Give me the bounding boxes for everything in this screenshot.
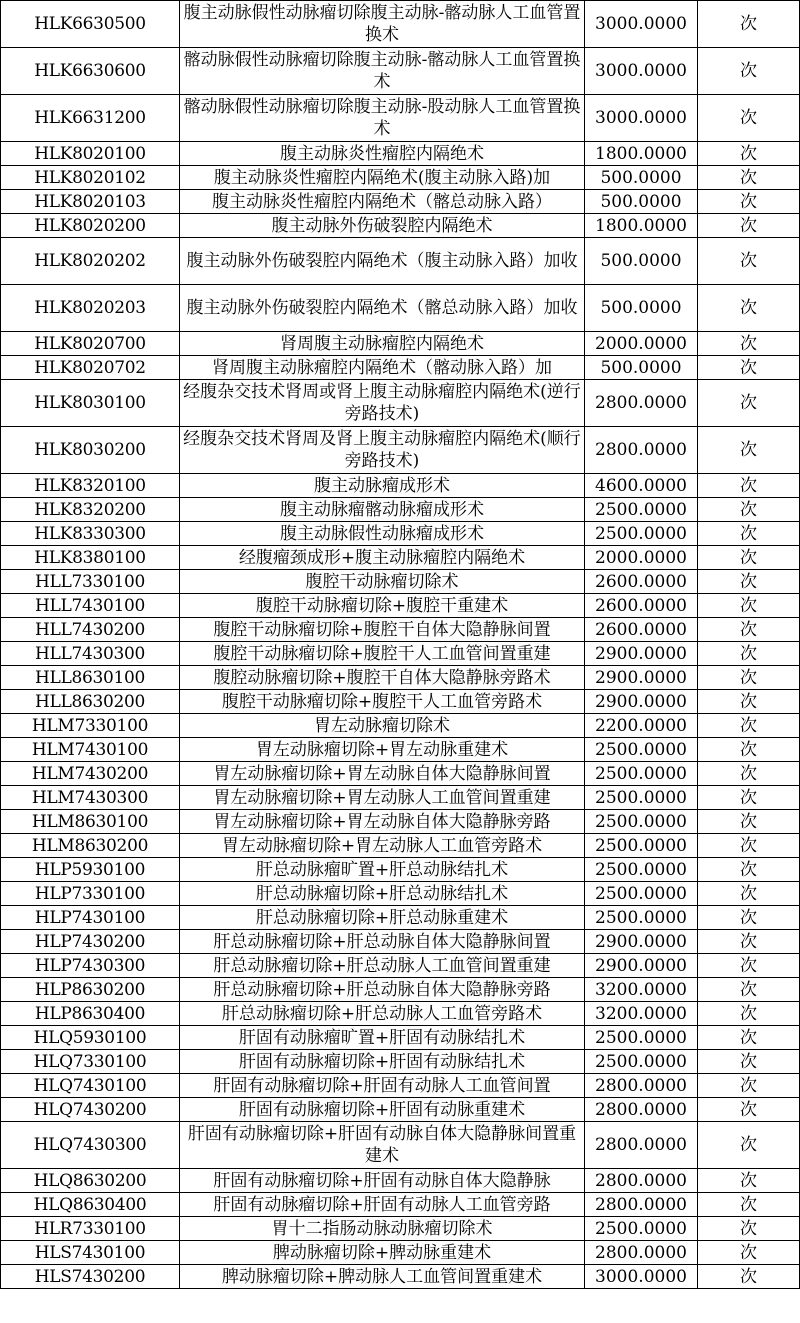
item-code-cell: HLK8020202 <box>1 238 180 285</box>
item-unit-cell: 次 <box>698 498 800 522</box>
item-price-cell: 2800.0000 <box>585 1122 698 1169</box>
table-row <box>1 954 800 978</box>
table-row <box>1 190 800 214</box>
table-row <box>1 570 800 594</box>
table-row <box>1 1 800 48</box>
item-name-cell: 腹腔干动脉瘤切除+腹腔干重建术 <box>180 594 585 618</box>
item-code-cell: HLQ7430300 <box>1 1122 180 1169</box>
item-code-cell: HLQ7430100 <box>1 1074 180 1098</box>
item-name-cell: 腹主动脉瘤成形术 <box>180 474 585 498</box>
item-unit-cell: 次 <box>698 954 800 978</box>
item-unit-cell: 次 <box>698 1050 800 1074</box>
item-price-cell: 500.0000 <box>585 285 698 332</box>
item-unit-cell: 次 <box>698 332 800 356</box>
item-price-cell: 2500.0000 <box>585 522 698 546</box>
item-price-cell: 2800.0000 <box>585 1241 698 1265</box>
item-unit-cell: 次 <box>698 594 800 618</box>
item-code-cell: HLP5930100 <box>1 858 180 882</box>
item-code-cell: HLM7430300 <box>1 786 180 810</box>
item-unit-cell: 次 <box>698 95 800 142</box>
item-price-cell: 2500.0000 <box>585 858 698 882</box>
table-row <box>1 738 800 762</box>
item-unit-cell: 次 <box>698 1217 800 1241</box>
table-row <box>1 978 800 1002</box>
table-row <box>1 380 800 427</box>
table-row <box>1 1122 800 1169</box>
item-price-cell: 2500.0000 <box>585 906 698 930</box>
item-name-cell: 胃左动脉瘤切除+胃左动脉自体大隐静脉旁路 <box>180 810 585 834</box>
item-price-cell: 2000.0000 <box>585 546 698 570</box>
item-unit-cell: 次 <box>698 978 800 1002</box>
item-code-cell: HLK6630500 <box>1 1 180 48</box>
table-row <box>1 930 800 954</box>
table-row <box>1 618 800 642</box>
item-code-cell: HLL7330100 <box>1 570 180 594</box>
item-price-cell: 3200.0000 <box>585 1002 698 1026</box>
table-row <box>1 1026 800 1050</box>
item-unit-cell: 次 <box>698 214 800 238</box>
item-price-cell: 3000.0000 <box>585 1 698 48</box>
item-price-cell: 2800.0000 <box>585 427 698 474</box>
item-name-cell: 胃十二指肠动脉动脉瘤切除术 <box>180 1217 585 1241</box>
item-name-cell: 肝总动脉瘤切除+肝总动脉人工血管旁路术 <box>180 1002 585 1026</box>
item-unit-cell: 次 <box>698 1122 800 1169</box>
item-name-cell: 腹主动脉炎性瘤腔内隔绝术（髂总动脉入路） <box>180 190 585 214</box>
item-price-cell: 2600.0000 <box>585 570 698 594</box>
item-unit-cell: 次 <box>698 930 800 954</box>
table-row <box>1 95 800 142</box>
item-price-cell: 1800.0000 <box>585 142 698 166</box>
item-code-cell: HLP7430300 <box>1 954 180 978</box>
item-name-cell: 腹主动脉假性动脉瘤成形术 <box>180 522 585 546</box>
item-unit-cell: 次 <box>698 474 800 498</box>
item-code-cell: HLK8380100 <box>1 546 180 570</box>
item-price-cell: 2500.0000 <box>585 834 698 858</box>
item-code-cell: HLK8020700 <box>1 332 180 356</box>
item-code-cell: HLK6631200 <box>1 95 180 142</box>
item-unit-cell: 次 <box>698 1002 800 1026</box>
item-code-cell: HLQ8630400 <box>1 1193 180 1217</box>
item-code-cell: HLL7430300 <box>1 642 180 666</box>
item-unit-cell: 次 <box>698 714 800 738</box>
table-row <box>1 332 800 356</box>
table-row <box>1 642 800 666</box>
table-row <box>1 858 800 882</box>
item-name-cell: 经腹瘤颈成形+腹主动脉瘤腔内隔绝术 <box>180 546 585 570</box>
item-name-cell: 肝固有动脉瘤切除+肝固有动脉人工血管旁路 <box>180 1193 585 1217</box>
table-row <box>1 214 800 238</box>
fee-table-body <box>1 1 800 1289</box>
item-code-cell: HLK8330300 <box>1 522 180 546</box>
item-unit-cell: 次 <box>698 618 800 642</box>
item-name-cell: 胃左动脉瘤切除+胃左动脉重建术 <box>180 738 585 762</box>
item-price-cell: 2800.0000 <box>585 1074 698 1098</box>
item-unit-cell: 次 <box>698 1241 800 1265</box>
item-price-cell: 500.0000 <box>585 166 698 190</box>
item-name-cell: 肝固有动脉瘤切除+肝固有动脉自体大隐静脉间置重建术 <box>180 1122 585 1169</box>
item-unit-cell: 次 <box>698 238 800 285</box>
item-code-cell: HLK8320100 <box>1 474 180 498</box>
item-name-cell: 腹主动脉炎性瘤腔内隔绝术 <box>180 142 585 166</box>
table-row <box>1 546 800 570</box>
item-code-cell: HLP7430100 <box>1 906 180 930</box>
table-row <box>1 690 800 714</box>
item-unit-cell: 次 <box>698 738 800 762</box>
item-code-cell: HLM7330100 <box>1 714 180 738</box>
table-row <box>1 1217 800 1241</box>
item-code-cell: HLL7430200 <box>1 618 180 642</box>
item-name-cell: 经腹杂交技术肾周或肾上腹主动脉瘤腔内隔绝术(逆行旁路技术) <box>180 380 585 427</box>
item-name-cell: 经腹杂交技术肾周及肾上腹主动脉瘤腔内隔绝术(顺行旁路技术) <box>180 427 585 474</box>
item-code-cell: HLK8020200 <box>1 214 180 238</box>
item-price-cell: 2800.0000 <box>585 1098 698 1122</box>
item-code-cell: HLK8030200 <box>1 427 180 474</box>
item-unit-cell: 次 <box>698 858 800 882</box>
table-row <box>1 906 800 930</box>
item-name-cell: 肝总动脉瘤旷置+肝总动脉结扎术 <box>180 858 585 882</box>
item-unit-cell: 次 <box>698 546 800 570</box>
item-name-cell: 肾周腹主动脉瘤腔内隔绝术 <box>180 332 585 356</box>
item-price-cell: 3000.0000 <box>585 95 698 142</box>
item-unit-cell: 次 <box>698 285 800 332</box>
item-name-cell: 肾周腹主动脉瘤腔内隔绝术（髂动脉入路）加 <box>180 356 585 380</box>
item-code-cell: HLP8630400 <box>1 1002 180 1026</box>
table-row <box>1 522 800 546</box>
table-row <box>1 166 800 190</box>
item-code-cell: HLK8030100 <box>1 380 180 427</box>
item-code-cell: HLP7430200 <box>1 930 180 954</box>
item-price-cell: 2500.0000 <box>585 738 698 762</box>
item-name-cell: 胃左动脉瘤切除术 <box>180 714 585 738</box>
item-price-cell: 2900.0000 <box>585 930 698 954</box>
item-price-cell: 2900.0000 <box>585 690 698 714</box>
item-price-cell: 2600.0000 <box>585 594 698 618</box>
item-code-cell: HLP7330100 <box>1 882 180 906</box>
table-row <box>1 834 800 858</box>
item-code-cell: HLK8320200 <box>1 498 180 522</box>
item-code-cell: HLS7430200 <box>1 1265 180 1289</box>
item-unit-cell: 次 <box>698 356 800 380</box>
item-unit-cell: 次 <box>698 427 800 474</box>
item-unit-cell: 次 <box>698 1098 800 1122</box>
table-row <box>1 1074 800 1098</box>
item-code-cell: HLK6630600 <box>1 48 180 95</box>
table-row <box>1 594 800 618</box>
table-row <box>1 882 800 906</box>
item-code-cell: HLP8630200 <box>1 978 180 1002</box>
item-code-cell: HLK8020702 <box>1 356 180 380</box>
item-price-cell: 500.0000 <box>585 356 698 380</box>
item-unit-cell: 次 <box>698 48 800 95</box>
item-unit-cell: 次 <box>698 142 800 166</box>
item-name-cell: 肝总动脉瘤切除+肝总动脉结扎术 <box>180 882 585 906</box>
item-unit-cell: 次 <box>698 522 800 546</box>
item-unit-cell: 次 <box>698 882 800 906</box>
item-name-cell: 腹主动脉瘤髂动脉瘤成形术 <box>180 498 585 522</box>
item-unit-cell: 次 <box>698 570 800 594</box>
table-row <box>1 810 800 834</box>
item-unit-cell: 次 <box>698 166 800 190</box>
item-name-cell: 腹主动脉外伤破裂腔内隔绝术 <box>180 214 585 238</box>
item-name-cell: 肝固有动脉瘤切除+肝固有动脉结扎术 <box>180 1050 585 1074</box>
item-price-cell: 4600.0000 <box>585 474 698 498</box>
table-row <box>1 356 800 380</box>
item-price-cell: 2200.0000 <box>585 714 698 738</box>
item-code-cell: HLQ8630200 <box>1 1169 180 1193</box>
table-row <box>1 1265 800 1289</box>
item-name-cell: 髂动脉假性动脉瘤切除腹主动脉-髂动脉人工血管置换术 <box>180 48 585 95</box>
item-code-cell: HLS7430100 <box>1 1241 180 1265</box>
item-code-cell: HLQ7430200 <box>1 1098 180 1122</box>
item-name-cell: 腹主动脉炎性瘤腔内隔绝术(腹主动脉入路)加 <box>180 166 585 190</box>
table-row <box>1 1169 800 1193</box>
table-row <box>1 1050 800 1074</box>
table-row <box>1 142 800 166</box>
item-name-cell: 腹主动脉外伤破裂腔内隔绝术（髂总动脉入路）加收 <box>180 285 585 332</box>
table-row <box>1 1193 800 1217</box>
item-code-cell: HLK8020103 <box>1 190 180 214</box>
item-code-cell: HLM7430200 <box>1 762 180 786</box>
item-unit-cell: 次 <box>698 1074 800 1098</box>
item-unit-cell: 次 <box>698 1 800 48</box>
item-name-cell: 肝固有动脉瘤切除+肝固有动脉自体大隐静脉 <box>180 1169 585 1193</box>
item-unit-cell: 次 <box>698 834 800 858</box>
item-unit-cell: 次 <box>698 1169 800 1193</box>
item-code-cell: HLR7330100 <box>1 1217 180 1241</box>
item-price-cell: 1800.0000 <box>585 214 698 238</box>
item-code-cell: HLQ7330100 <box>1 1050 180 1074</box>
item-price-cell: 3000.0000 <box>585 48 698 95</box>
item-name-cell: 胃左动脉瘤切除+胃左动脉人工血管间置重建 <box>180 786 585 810</box>
item-price-cell: 2800.0000 <box>585 1169 698 1193</box>
table-row <box>1 714 800 738</box>
table-row <box>1 1098 800 1122</box>
item-unit-cell: 次 <box>698 380 800 427</box>
item-unit-cell: 次 <box>698 642 800 666</box>
item-price-cell: 2900.0000 <box>585 954 698 978</box>
item-unit-cell: 次 <box>698 666 800 690</box>
item-name-cell: 腹腔动脉瘤切除+腹腔干自体大隐静脉旁路术 <box>180 666 585 690</box>
item-price-cell: 2500.0000 <box>585 786 698 810</box>
item-price-cell: 3000.0000 <box>585 1265 698 1289</box>
table-row <box>1 1002 800 1026</box>
item-unit-cell: 次 <box>698 762 800 786</box>
item-name-cell: 肝总动脉瘤切除+肝总动脉自体大隐静脉间置 <box>180 930 585 954</box>
item-name-cell: 腹腔干动脉瘤切除+腹腔干人工血管间置重建 <box>180 642 585 666</box>
item-name-cell: 胃左动脉瘤切除+胃左动脉自体大隐静脉间置 <box>180 762 585 786</box>
item-name-cell: 肝总动脉瘤切除+肝总动脉人工血管间置重建 <box>180 954 585 978</box>
table-row <box>1 1241 800 1265</box>
table-row <box>1 427 800 474</box>
item-code-cell: HLK8020100 <box>1 142 180 166</box>
item-code-cell: HLK8020203 <box>1 285 180 332</box>
item-price-cell: 2600.0000 <box>585 618 698 642</box>
item-price-cell: 2500.0000 <box>585 810 698 834</box>
item-price-cell: 2500.0000 <box>585 882 698 906</box>
item-name-cell: 脾动脉瘤切除+脾动脉重建术 <box>180 1241 585 1265</box>
item-code-cell: HLL8630100 <box>1 666 180 690</box>
item-name-cell: 腹腔干动脉瘤切除+腹腔干人工血管旁路术 <box>180 690 585 714</box>
item-name-cell: 髂动脉假性动脉瘤切除腹主动脉-股动脉人工血管置换术 <box>180 95 585 142</box>
table-row <box>1 285 800 332</box>
item-price-cell: 2000.0000 <box>585 332 698 356</box>
item-unit-cell: 次 <box>698 190 800 214</box>
item-unit-cell: 次 <box>698 690 800 714</box>
item-code-cell: HLL7430100 <box>1 594 180 618</box>
item-code-cell: HLL8630200 <box>1 690 180 714</box>
item-name-cell: 肝总动脉瘤切除+肝总动脉自体大隐静脉旁路 <box>180 978 585 1002</box>
table-row <box>1 474 800 498</box>
item-unit-cell: 次 <box>698 810 800 834</box>
item-unit-cell: 次 <box>698 906 800 930</box>
item-name-cell: 肝固有动脉瘤切除+肝固有动脉人工血管间置 <box>180 1074 585 1098</box>
table-row <box>1 786 800 810</box>
item-price-cell: 2500.0000 <box>585 1050 698 1074</box>
item-unit-cell: 次 <box>698 786 800 810</box>
item-name-cell: 肝总动脉瘤切除+肝总动脉重建术 <box>180 906 585 930</box>
table-row <box>1 48 800 95</box>
item-price-cell: 2900.0000 <box>585 666 698 690</box>
item-price-cell: 2500.0000 <box>585 1217 698 1241</box>
item-unit-cell: 次 <box>698 1193 800 1217</box>
item-code-cell: HLK8020102 <box>1 166 180 190</box>
item-code-cell: HLM8630100 <box>1 810 180 834</box>
item-price-cell: 2800.0000 <box>585 1193 698 1217</box>
item-name-cell: 胃左动脉瘤切除+胃左动脉人工血管旁路术 <box>180 834 585 858</box>
item-unit-cell: 次 <box>698 1265 800 1289</box>
item-code-cell: HLQ5930100 <box>1 1026 180 1050</box>
item-name-cell: 腹主动脉外伤破裂腔内隔绝术（腹主动脉入路）加收 <box>180 238 585 285</box>
item-price-cell: 3200.0000 <box>585 978 698 1002</box>
item-price-cell: 2500.0000 <box>585 1026 698 1050</box>
item-name-cell: 肝固有动脉瘤切除+肝固有动脉重建术 <box>180 1098 585 1122</box>
item-name-cell: 腹腔干动脉瘤切除+腹腔干自体大隐静脉间置 <box>180 618 585 642</box>
item-unit-cell: 次 <box>698 1026 800 1050</box>
table-row <box>1 498 800 522</box>
item-name-cell: 腹主动脉假性动脉瘤切除腹主动脉-髂动脉人工血管置换术 <box>180 1 585 48</box>
item-price-cell: 2500.0000 <box>585 762 698 786</box>
item-name-cell: 肝固有动脉瘤旷置+肝固有动脉结扎术 <box>180 1026 585 1050</box>
item-price-cell: 500.0000 <box>585 190 698 214</box>
item-price-cell: 2800.0000 <box>585 380 698 427</box>
item-price-cell: 500.0000 <box>585 238 698 285</box>
table-row <box>1 762 800 786</box>
table-row <box>1 238 800 285</box>
item-name-cell: 脾动脉瘤切除+脾动脉人工血管间置重建术 <box>180 1265 585 1289</box>
item-price-cell: 2500.0000 <box>585 498 698 522</box>
item-price-cell: 2900.0000 <box>585 642 698 666</box>
item-name-cell: 腹腔干动脉瘤切除术 <box>180 570 585 594</box>
item-code-cell: HLM7430100 <box>1 738 180 762</box>
item-code-cell: HLM8630200 <box>1 834 180 858</box>
table-row <box>1 666 800 690</box>
